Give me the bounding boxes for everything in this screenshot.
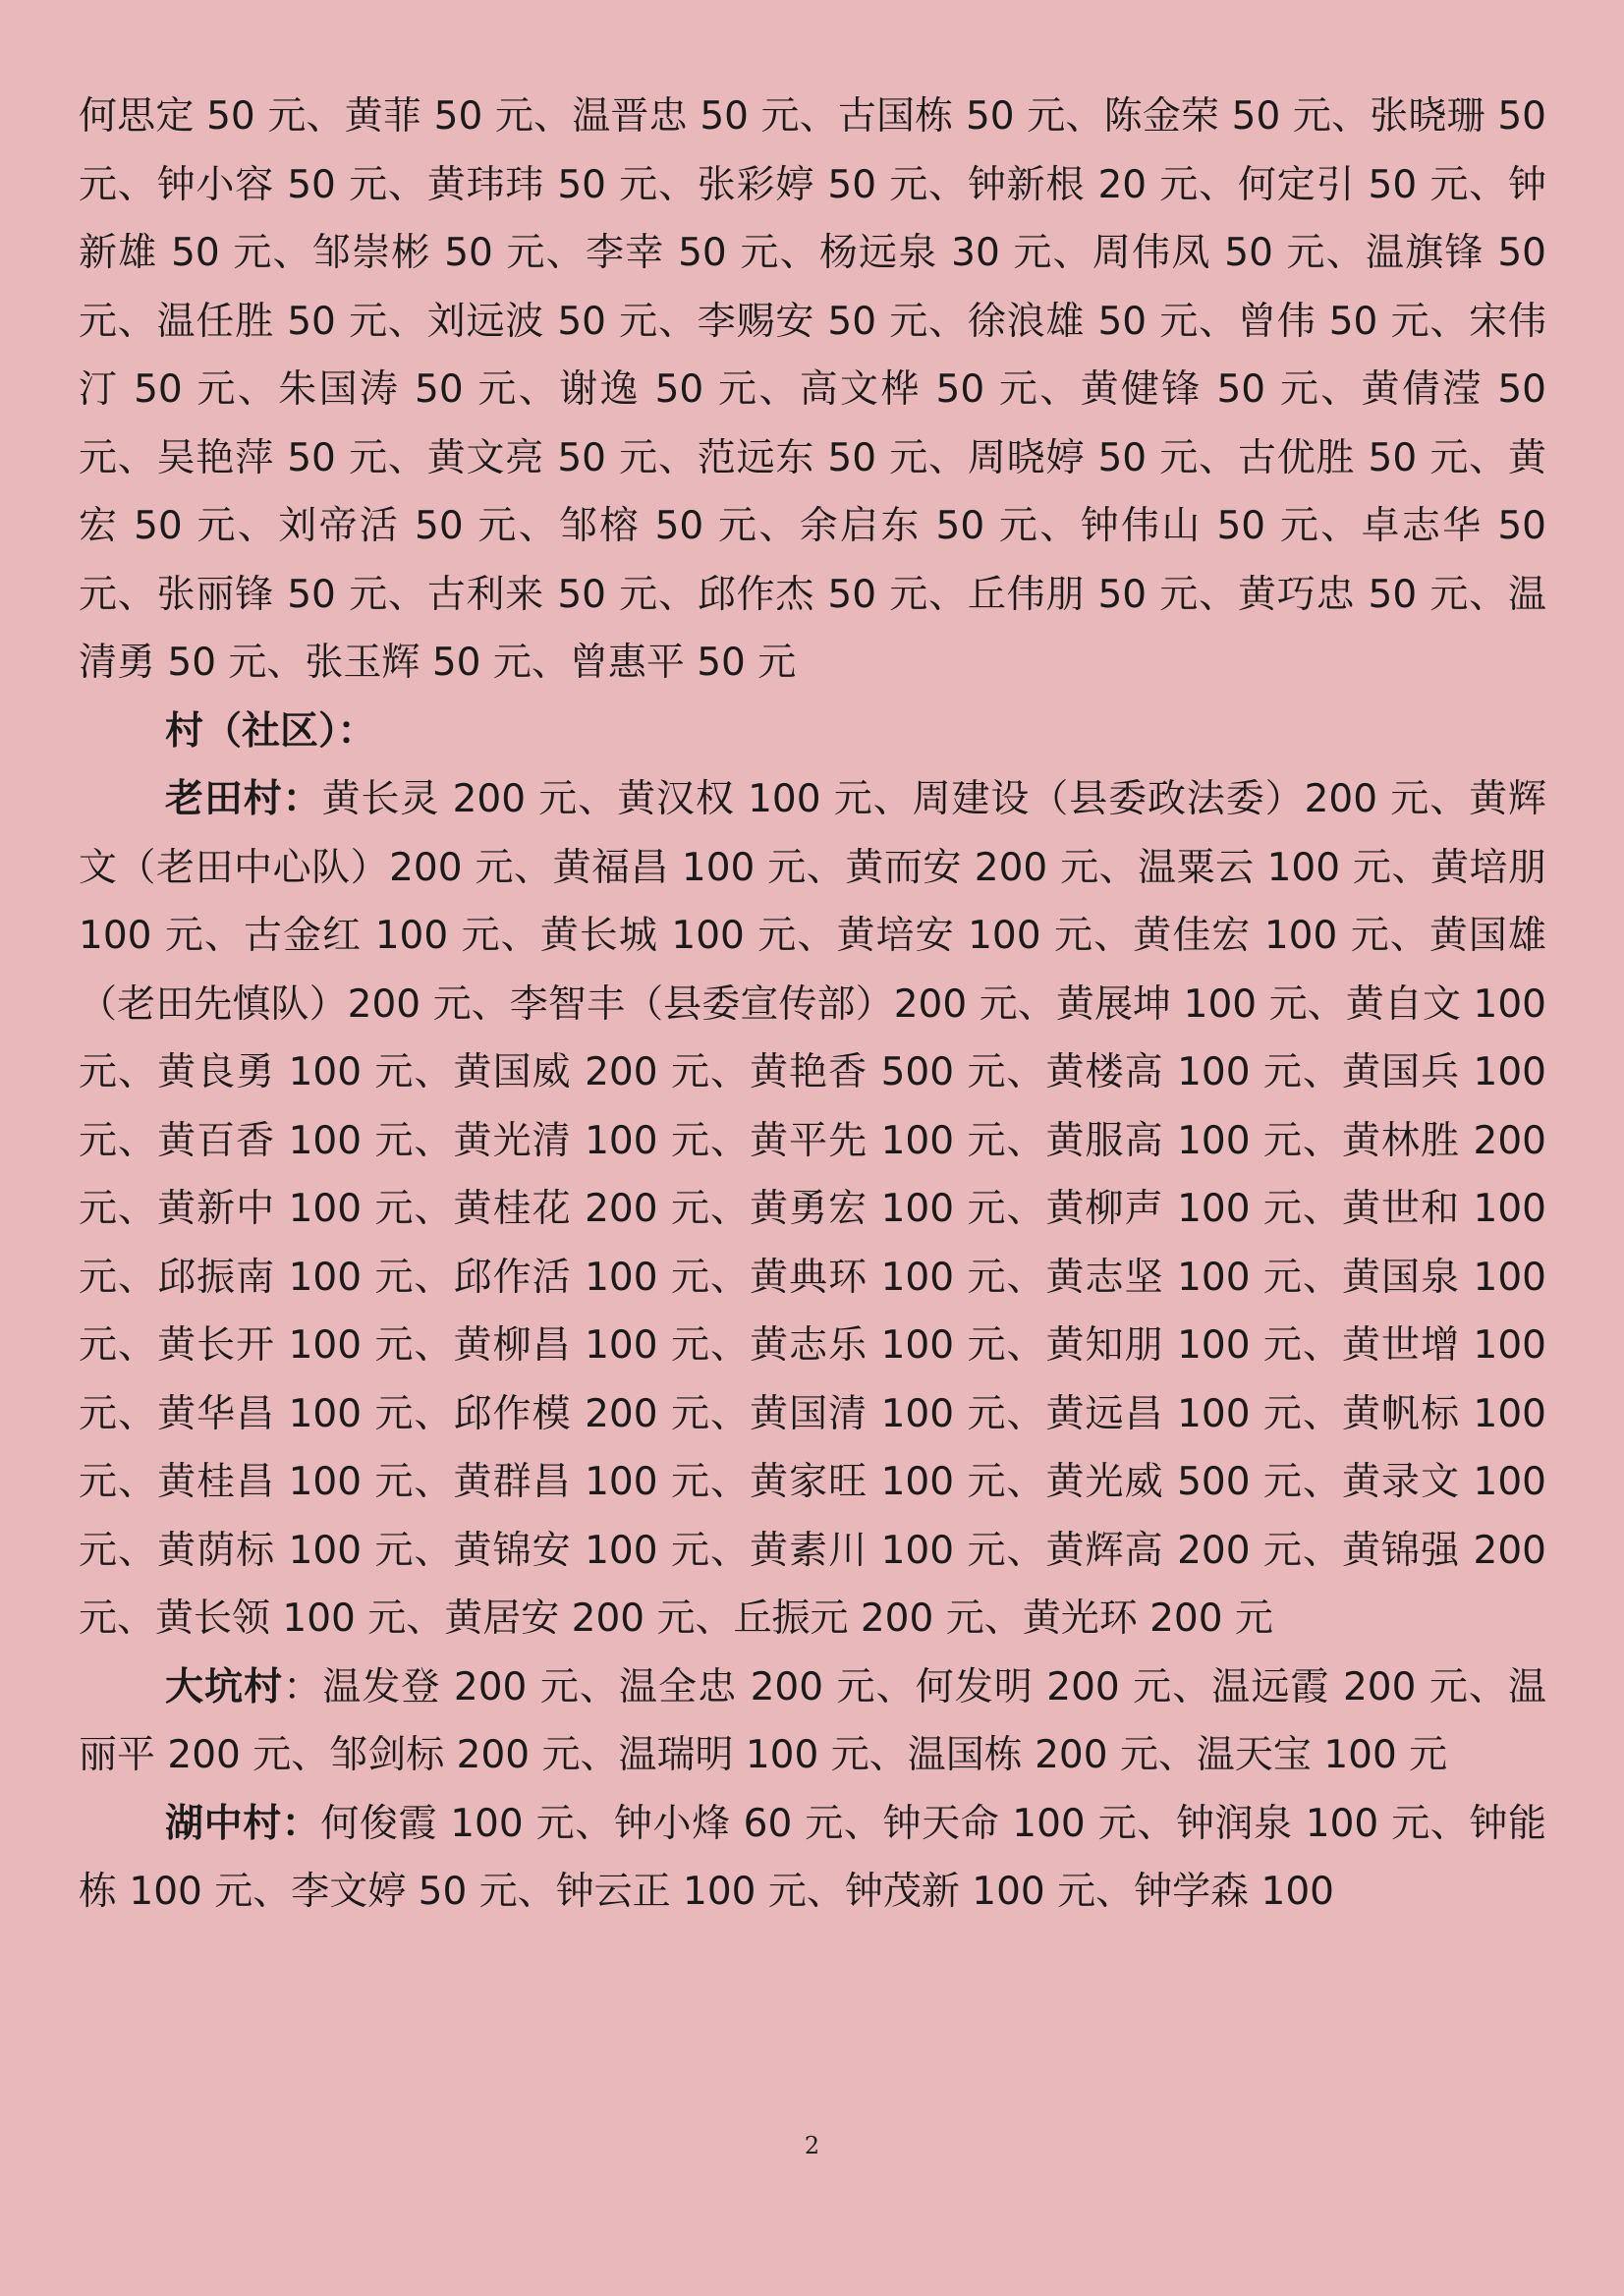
village-name: 大坑村 [165, 1664, 284, 1709]
village-name: 老田村： [165, 777, 322, 821]
village-name: 湖中村： [165, 1801, 321, 1846]
village-paragraph-dakeng [79, 1653, 1546, 1790]
village-donors: ：温发登 200 元、温全忠 200 元、何发明 200 元、温远霞 200 元、温丽平 200 元、邹剑标 200 元、温瑞明 100 元、温国栋 200 元、温天宝 100 元 [79, 1664, 1546, 1777]
document-body [79, 83, 1546, 1927]
section-heading: 村（社区）： [165, 708, 376, 754]
intro-paragraph: 何思定 50 元、黄菲 50 元、温晋忠 50 元、古国栋 50 元、陈金荣 50 元、张晓珊 50 元、钟小容 50 元、黄玮玮 50 元、张彩婷 50 元、钟新根 20 元、何定引 50 元、钟新雄 50 元、邹崇彬 50 元、李幸 50 元、杨远泉 30 元、周伟凤 50 元、温旗锋 50 元、温任胜 50 元、刘远波 50 元、李赐安 50 元、徐浪雄 50 元、曾伟 50 元、宋伟汀 50 元、朱国涛 50 元、谢逸 50 元、高文桦 50 元、黄健锋 50 元、黄倩滢 50 元、吴艳萍 50 元、黄文亮 50 元、范远东 50 元、周晓婷 50 元、古优胜 50 元、黄宏 50 元、刘帝活 50 元、邹榕 50 元、余启东 50 元、钟伟山 50 元、卓志华 50 元、张丽锋 50 元、古利来 50 元、邱作杰 50 元、丘伟朋 50 元、黄巧忠 50 元、温清勇 50 元、张玉辉 50 元、曾惠平 50 元 [79, 94, 1546, 685]
village-donors: 何俊霞 100 元、钟小烽 60 元、钟天命 100 元、钟润泉 100 元、钟能栋 100 元、李文婷 50 元、钟云正 100 元、钟茂新 100 元、钟学森 100 [79, 1801, 1546, 1914]
village-paragraph-huzhong [79, 1790, 1546, 1927]
village-paragraph-laotian [79, 765, 1546, 1653]
page-number: 2 [804, 2132, 820, 2159]
village-donors: 黄长灵 200 元、黄汉权 100 元、周建设（县委政法委）200 元、黄辉文（老田中心队）200 元、黄福昌 100 元、黄而安 200 元、温粟云 100 元、黄培朋 100 元、古金红 100 元、黄长城 100 元、黄培安 100 元、黄佳宏 100 元、黄国雄（老田先慎队）200 元、李智丰（县委宣传部）200 元、黄展坤 100 元、黄自文 100 元、黄良勇 100 元、黄国威 200 元、黄艳香 500 元、黄楼高 100 元、黄国兵 100 元、黄百香 100 元、黄光清 100 元、黄平先 100 元、黄服高 100 元、黄林胜 200 元、黄新中 100 元、黄桂花 200 元、黄勇宏 100 元、黄柳声 100 元、黄世和 100 元、邱振南 100 元、邱作活 100 元、黄典环 100 元、黄志坚 100 元、黄国泉 100 元、黄长开 100 元、黄柳昌 100 元、黄志乐 100 元、黄知朋 100 元、黄世增 100 元、黄华昌 100 元、邱作模 200 元、黄国清 100 元、黄远昌 100 元、黄帆标 100 元、黄桂昌 100 元、黄群昌 100 元、黄家旺 100 元、黄光威 500 元、黄录文 100 元、黄荫标 100 元、黄锦安 100 元、黄素川 100 元、黄辉高 200 元、黄锦强 200 元、黄长领 100 元、黄居安 200 元、丘振元 200 元、黄光环 200 元 [79, 777, 1546, 1641]
